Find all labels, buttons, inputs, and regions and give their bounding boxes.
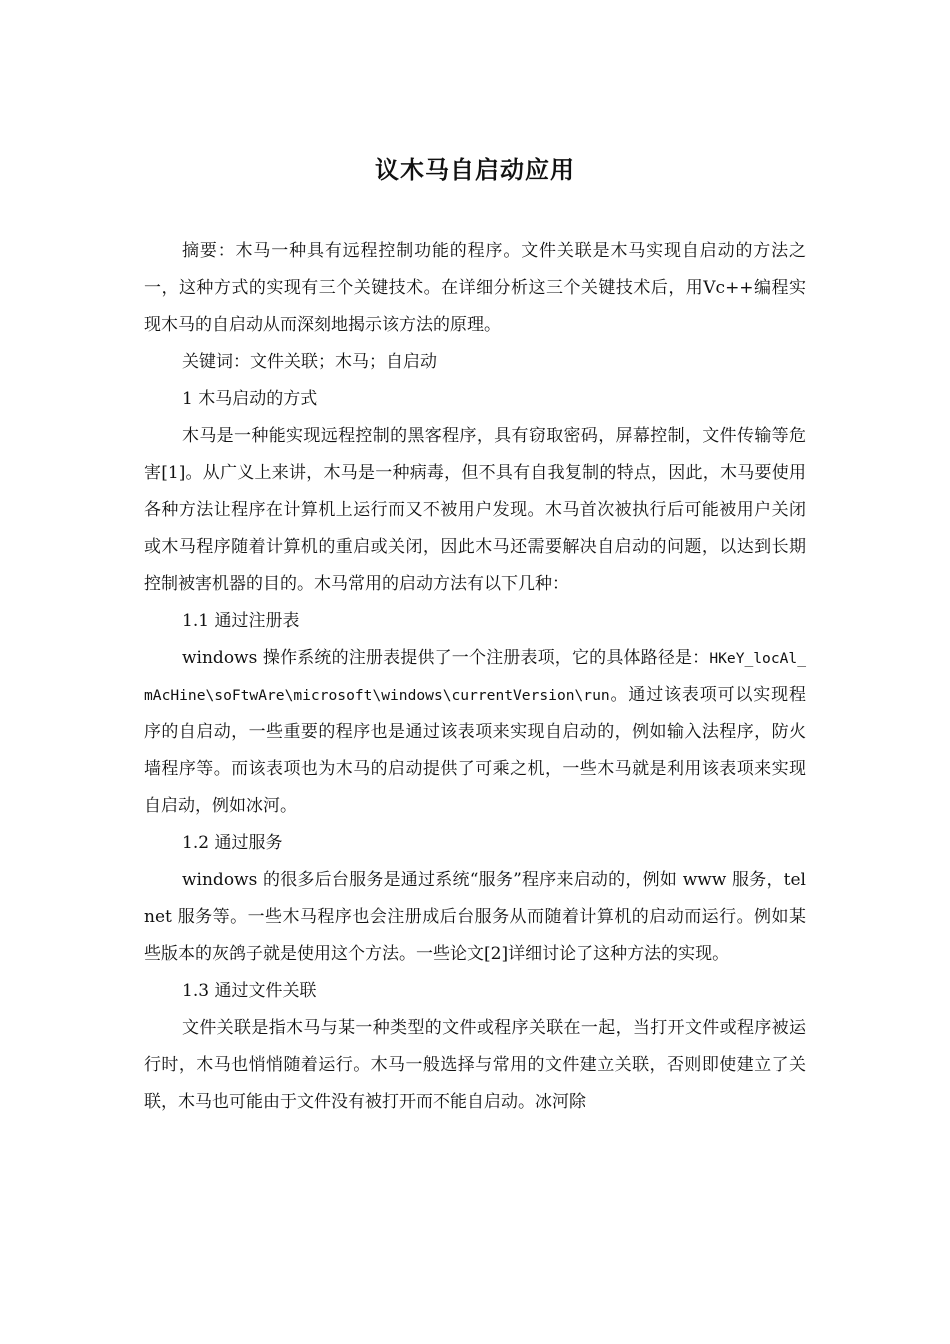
section-1-1-text-a: windows 操作系统的注册表提供了一个注册表项，它的具体路径是：: [182, 648, 710, 668]
section-1-1-paragraph: [144, 640, 806, 825]
registry-path: HKeY_locAl_mAcHine\soFtwAre\microsoft\windows\currentVersion\run: [144, 650, 806, 704]
abstract-paragraph: 摘要：木马一种具有远程控制功能的程序。文件关联是木马实现自启动的方法之一，这种方式的实现有三个关键技术。在详细分析这三个关键技术后，用Vc++编程实现木马的自启动从而深刻地揭示该方法的原理。: [144, 241, 806, 335]
section-1-paragraph: 木马是一种能实现远程控制的黑客程序，具有窃取密码，屏幕控制，文件传输等危害[1]。从广义上来讲，木马是一种病毒，但不具有自我复制的特点，因此，木马要使用各种方法让程序在计算机上运行而又不被用户发现。木马首次被执行后可能被用户关闭或木马程序随着计算机的重启或关闭，因此木马还需要解决自启动的问题，以达到长期控制被害机器的目的。木马常用的启动方法有以下几种：: [144, 426, 806, 594]
section-1-2-paragraph: windows 的很多后台服务是通过系统“服务”程序来启动的，例如 www 服务，telnet 服务等。一些木马程序也会注册成后台服务从而随着计算机的启动而运行。例如某些版本的灰鸽子就是使用这个方法。一些论文[2]详细讨论了这种方法的实现。: [144, 870, 806, 964]
section-1-3-heading: 1.3 通过文件关联: [182, 981, 317, 1001]
section-1-2-heading: 1.2 通过服务: [182, 833, 283, 853]
section-1-1-heading: 1.1 通过注册表: [182, 611, 300, 631]
section-1-heading: 1 木马启动的方式: [182, 389, 318, 409]
section-1-1-text-b: 。通过该表项可以实现程序的自启动，一些重要的程序也是通过该表项来实现自启动的，例如输入法程序，防火墙程序等。而该表项也为木马的启动提供了可乘之机，一些木马就是利用该表项来实现自启动，例如冰河。: [144, 685, 806, 816]
document-body: [144, 233, 806, 1121]
keywords-line: 关键词：文件关联；木马；自启动: [182, 352, 437, 372]
section-1-3-paragraph: 文件关联是指木马与某一种类型的文件或程序关联在一起，当打开文件或程序被运行时，木马也悄悄随着运行。木马一般选择与常用的文件建立关联，否则即使建立了关联，木马也可能由于文件没有被打开而不能自启动。冰河除: [144, 1018, 806, 1112]
document-title: 议木马自启动应用: [375, 156, 575, 184]
